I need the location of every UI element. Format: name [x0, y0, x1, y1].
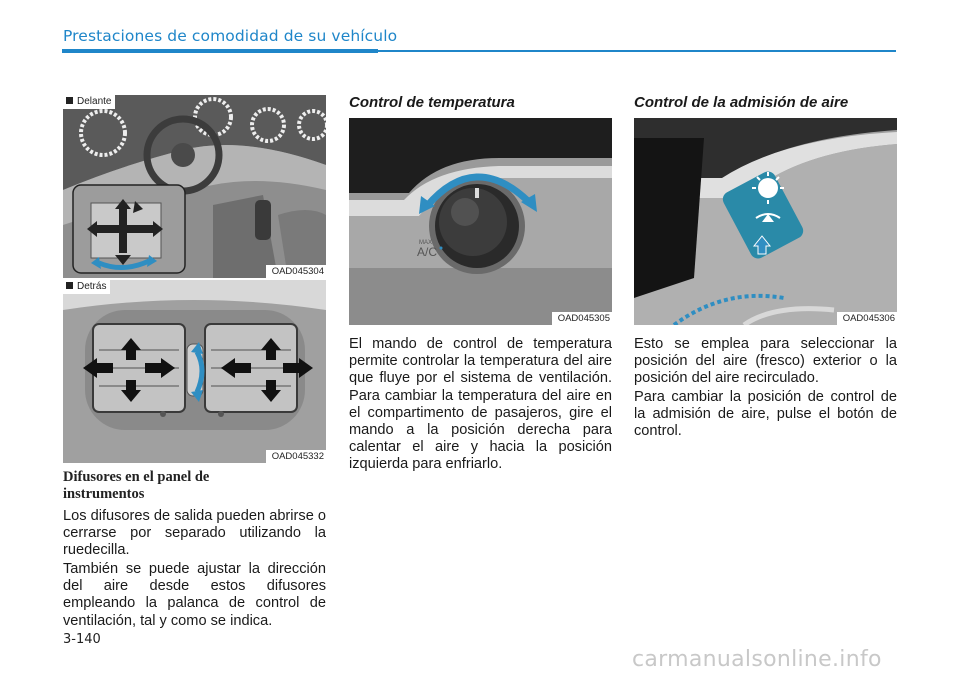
figure-temperature-knob	[349, 118, 612, 325]
air-intake-title: Control de la admisión de aire	[634, 94, 849, 111]
page-header-title: Prestaciones de comodidad de su vehículo	[63, 27, 398, 45]
square-bullet-icon	[66, 97, 73, 104]
figure-label-rear: Detrás	[63, 280, 110, 294]
figure-air-intake-button	[634, 118, 897, 325]
ac-label: A/C	[417, 245, 438, 259]
air-intake-paragraph-1: Esto se emplea para seleccionar la posición del aire (fresco) exterior o la posición del aire recirculado.	[634, 336, 897, 387]
temperature-control-title: Control de temperatura	[349, 94, 515, 111]
figure-front-vents	[63, 95, 326, 278]
figure-code-temperature: OAD045305	[552, 312, 612, 325]
header-rule-thin	[378, 50, 896, 52]
header-rule-thick	[62, 49, 378, 53]
figure-rear-vents	[63, 280, 326, 463]
air-intake-paragraph-2: Para cambiar la posición de control de la admisión de aire, pulse el botón de control.	[634, 389, 897, 440]
figure-code-front: OAD045304	[266, 265, 326, 278]
figure-label-front: Delante	[63, 95, 115, 109]
figure-code-rear: OAD045332	[266, 450, 326, 463]
square-bullet-icon	[66, 282, 73, 289]
figure-code-air-intake: OAD045306	[837, 312, 897, 325]
vents-paragraph-1: Los difusores de salida pueden abrirse o cerrarse por separado utilizando la ruedecilla.	[63, 508, 326, 559]
page-number: 3-140	[63, 632, 101, 647]
temperature-paragraph: El mando de control de temperatura permite controlar la temperatura del aire que fluye por el sistema de ventilación. Para cambiar la temperatura del aire en el compartimento de pasajeros, gire el mando a la posición derecha para calentar el aire y hacia la posición izquierda para enfriarlo.	[349, 336, 612, 473]
site-watermark: carmanualsonline.info	[632, 647, 882, 672]
vents-paragraph-2: También se puede ajustar la dirección del aire desde estos difusores empleando la palanca de control de ventilación, tal y como se indica.	[63, 561, 326, 629]
vents-subheading: Difusores en el panel de instrumentos	[63, 469, 210, 502]
max-ac-superscript: MAX	[419, 240, 433, 246]
